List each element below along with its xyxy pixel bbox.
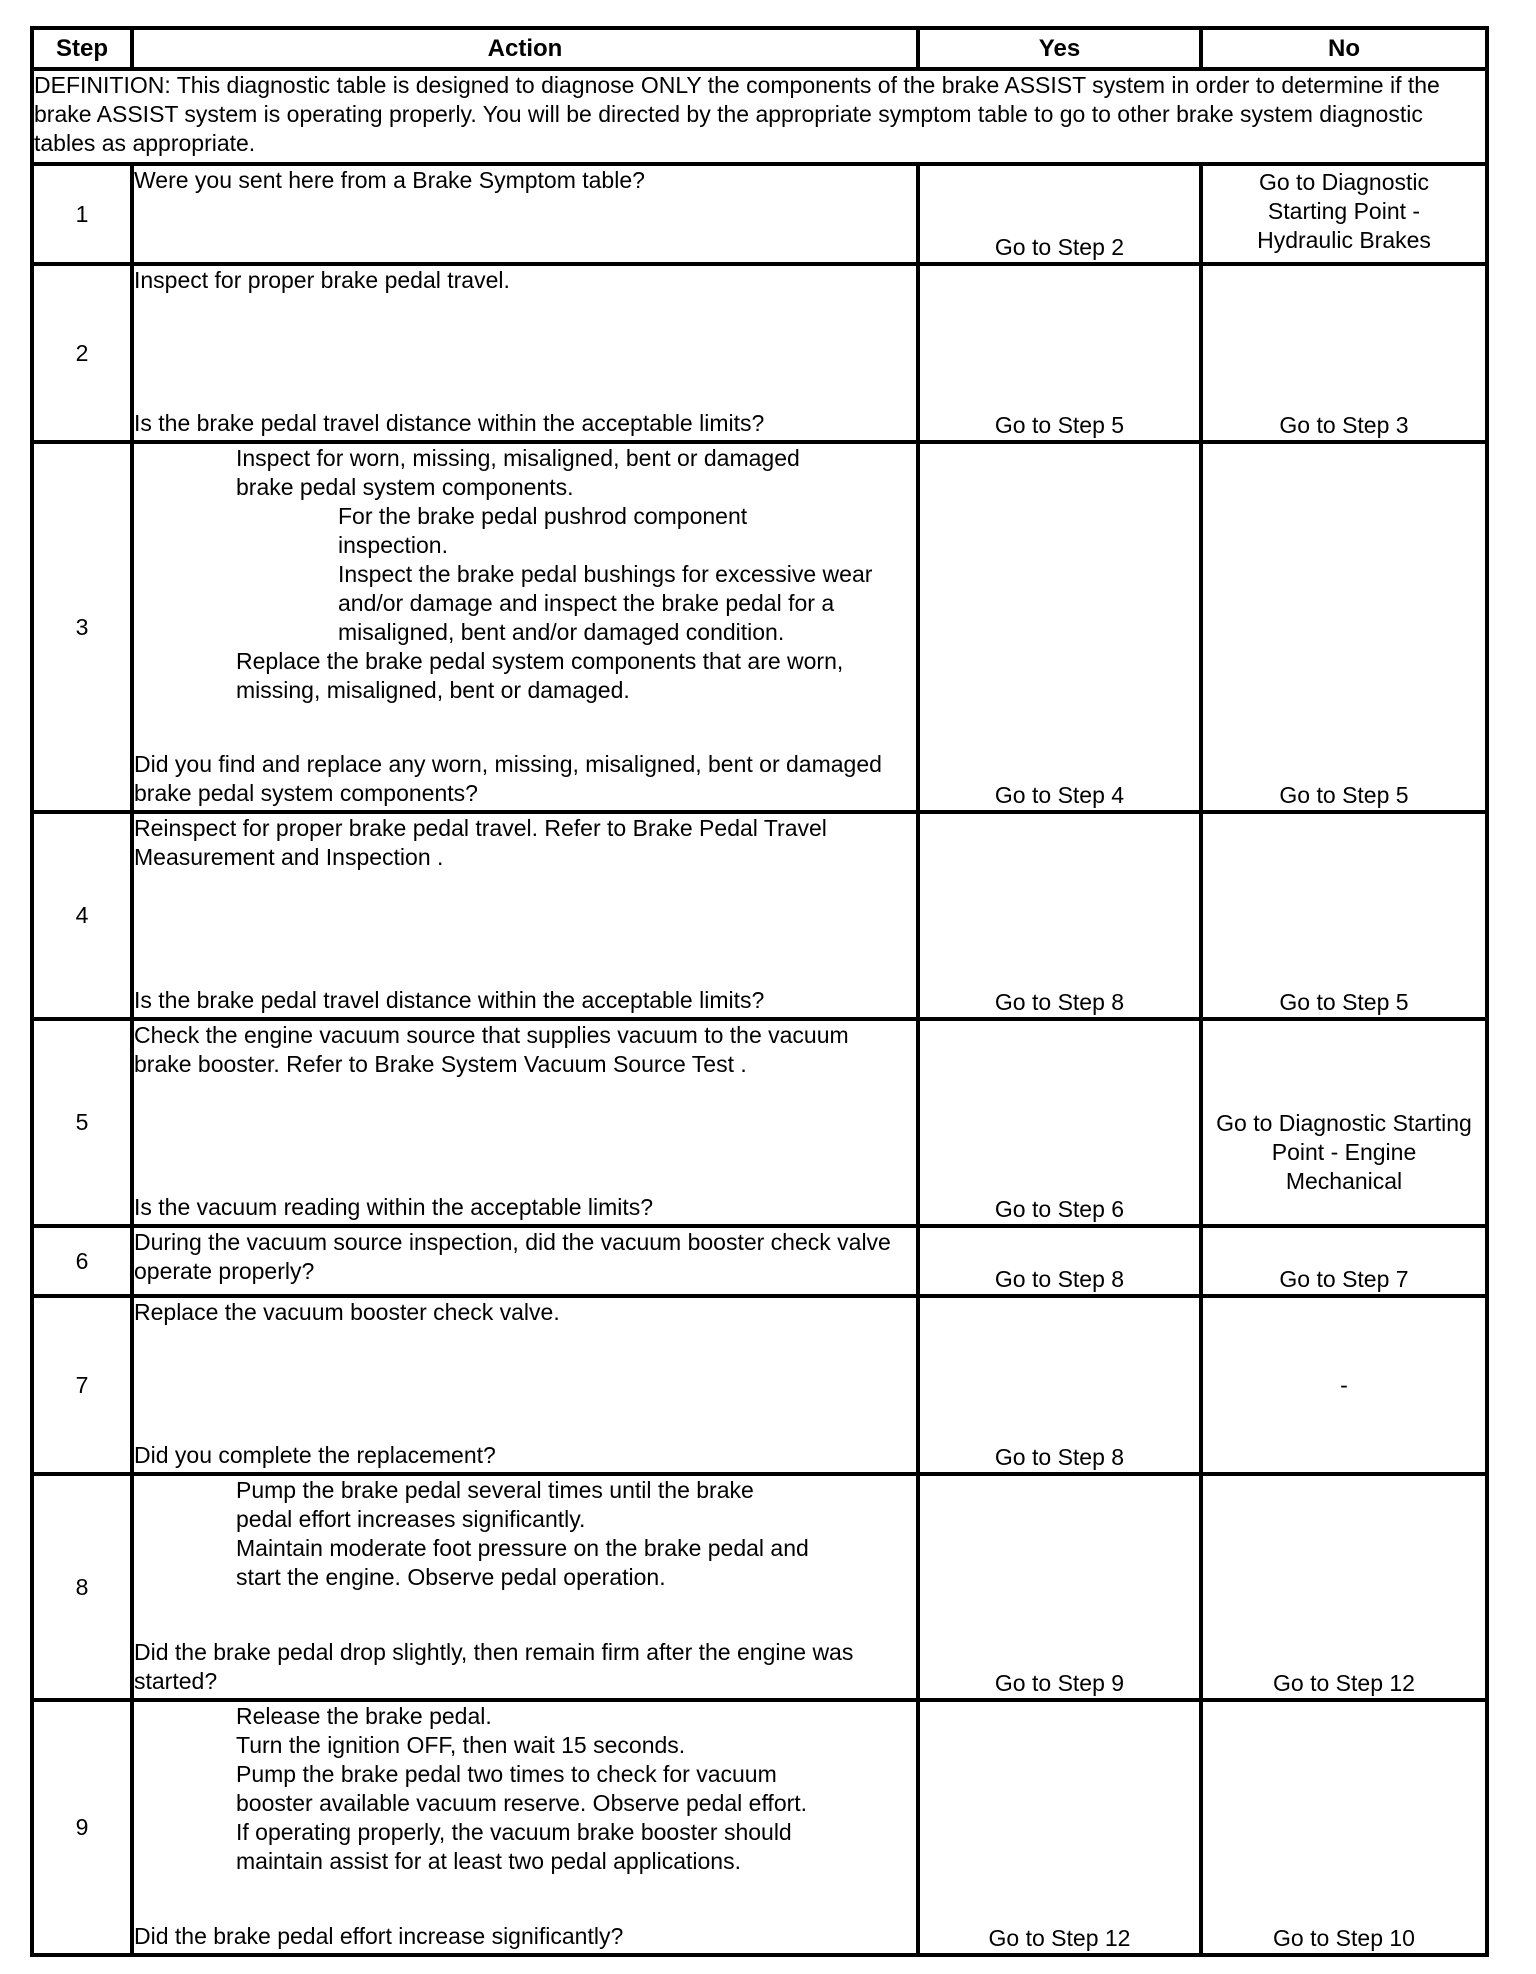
action-question: Did you complete the replacement?	[134, 1442, 496, 1468]
diagnostic-table	[30, 26, 1489, 1957]
step-number: 5	[32, 1019, 132, 1226]
action-item: Maintain moderate foot pressure on the brake pedal and start the engine. Observe pedal operation.	[236, 1535, 816, 1590]
no-cell: Go to Step 7	[1201, 1226, 1487, 1296]
no-cell: Go to Step 10	[1201, 1700, 1487, 1955]
no-cell: Go to Step 5	[1201, 442, 1487, 812]
action-instruction: Reinspect for proper brake pedal travel. Refer to Brake Pedal Travel Measurement and Inspection .	[134, 815, 834, 870]
action-question: Did the brake pedal drop slightly, then remain firm after the engine was started?	[134, 1639, 860, 1694]
no-cell	[1201, 1019, 1487, 1226]
table-row	[32, 1019, 1487, 1226]
step-number: 6	[32, 1226, 132, 1296]
no-cell: Go to Step 12	[1201, 1474, 1487, 1700]
step-number: 7	[32, 1296, 132, 1474]
no-cell: Go to Step 3	[1201, 264, 1487, 442]
no-cell: Go to Step 5	[1201, 812, 1487, 1019]
no-cell-text: Go to Diagnostic Starting Point - Engine Mechanical	[1216, 1110, 1472, 1194]
definition-row	[32, 69, 1487, 164]
yes-cell: Go to Step 2	[918, 164, 1201, 264]
table-row	[32, 1474, 1487, 1700]
yes-cell: Go to Step 8	[918, 1226, 1201, 1296]
no-cell	[1201, 164, 1487, 264]
step-number: 3	[32, 442, 132, 812]
yes-cell: Go to Step 8	[918, 1296, 1201, 1474]
step-number: 8	[32, 1474, 132, 1700]
table-row	[32, 812, 1487, 1019]
step-number: 2	[32, 264, 132, 442]
action-cell	[132, 1474, 918, 1700]
action-question: Were you sent here from a Brake Symptom table?	[134, 167, 645, 193]
action-cell	[132, 164, 918, 264]
action-cell	[132, 1226, 918, 1296]
no-cell-text: Go to Diagnostic Starting Point - Hydraulic Brakes	[1257, 169, 1431, 253]
header-action: Action	[132, 28, 918, 69]
header-no: No	[1201, 28, 1487, 69]
step-number: 1	[32, 164, 132, 264]
no-cell: -	[1201, 1296, 1487, 1474]
step-number: 4	[32, 812, 132, 1019]
action-item: Inspect for worn, missing, misaligned, bent or damaged brake pedal system components.	[236, 445, 807, 500]
table-row	[32, 1700, 1487, 1955]
action-item: Release the brake pedal.	[236, 1703, 492, 1729]
action-question: Is the brake pedal travel distance within the acceptable limits?	[134, 410, 765, 436]
yes-cell: Go to Step 9	[918, 1474, 1201, 1700]
action-question: Did the brake pedal effort increase significantly?	[134, 1923, 624, 1949]
action-item: Replace the brake pedal system components that are worn, missing, misaligned, bent or damaged.	[236, 648, 850, 703]
table-row	[32, 1296, 1487, 1474]
action-item: Pump the brake pedal two times to check for vacuum booster available vacuum reserve. Observe pedal effort.	[236, 1761, 808, 1816]
header-row	[32, 28, 1487, 69]
table-row	[32, 442, 1487, 812]
action-cell	[132, 812, 918, 1019]
table-row	[32, 1226, 1487, 1296]
header-step: Step	[32, 28, 132, 69]
yes-cell: Go to Step 12	[918, 1700, 1201, 1955]
table-row	[32, 164, 1487, 264]
action-cell	[132, 264, 918, 442]
action-item: Inspect the brake pedal bushings for excessive wear and/or damage and inspect the brake pedal for a misaligned, bent and/or damaged condition.	[338, 561, 879, 645]
action-item: Pump the brake pedal several times until the brake pedal effort increases significantly.	[236, 1477, 761, 1532]
yes-cell: Go to Step 4	[918, 442, 1201, 812]
action-cell	[132, 1019, 918, 1226]
action-item: Turn the ignition OFF, then wait 15 seconds.	[236, 1732, 686, 1758]
action-cell	[132, 1296, 918, 1474]
action-item: For the brake pedal pushrod component inspection.	[338, 503, 754, 558]
action-question: Is the brake pedal travel distance within the acceptable limits?	[134, 987, 765, 1013]
action-cell	[132, 1700, 918, 1955]
yes-cell: Go to Step 6	[918, 1019, 1201, 1226]
step-number: 9	[32, 1700, 132, 1955]
action-instruction: Check the engine vacuum source that supplies vacuum to the vacuum brake booster. Refer to Brake System Vacuum Source Test .	[134, 1022, 856, 1077]
action-instruction: Inspect for proper brake pedal travel.	[134, 267, 510, 293]
action-question: Did you find and replace any worn, missing, misaligned, bent or damaged brake pedal system components?	[134, 751, 889, 806]
action-instruction: Replace the vacuum booster check valve.	[134, 1299, 560, 1325]
yes-cell: Go to Step 8	[918, 812, 1201, 1019]
table-row	[32, 264, 1487, 442]
yes-cell: Go to Step 5	[918, 264, 1201, 442]
definition-text: DEFINITION: This diagnostic table is designed to diagnose ONLY the components of the brake ASSIST system in order to determine if the brake ASSIST system is operating properly. You will be directed by the appropriate symptom table to go to other brake system diagnostic tables as appropriate.	[32, 69, 1487, 164]
action-question: Is the vacuum reading within the acceptable limits?	[134, 1194, 654, 1220]
header-yes: Yes	[918, 28, 1201, 69]
action-question: During the vacuum source inspection, did the vacuum booster check valve operate properly?	[134, 1229, 898, 1284]
action-item: If operating properly, the vacuum brake booster should maintain assist for at least two pedal applications.	[236, 1819, 799, 1874]
action-cell	[132, 442, 918, 812]
